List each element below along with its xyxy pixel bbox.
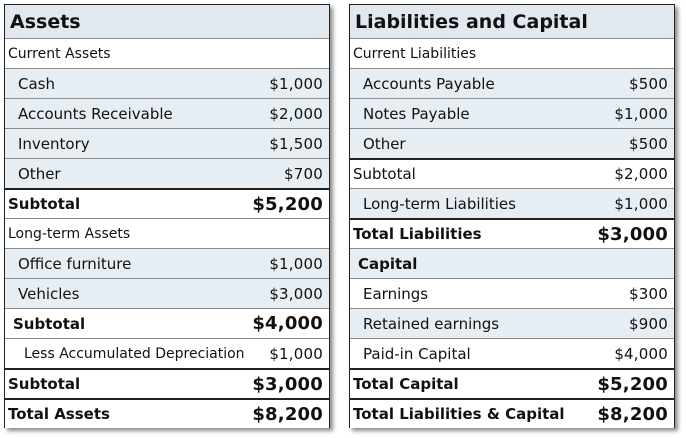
- table-row: Notes Payable $1,000: [350, 98, 674, 128]
- table-row: Other $500: [350, 128, 674, 158]
- current-assets-heading: Current Assets: [5, 38, 329, 68]
- total-liabilities-row: Total Liabilities $3,000: [350, 218, 674, 248]
- total-capital-row: Total Capital $5,200: [350, 368, 674, 398]
- current-assets-subtotal: Subtotal $5,200: [5, 188, 329, 218]
- longterm-assets-subtotal: Subtotal $4,000: [5, 308, 329, 338]
- current-liabilities-heading: Current Liabilities: [350, 38, 674, 68]
- depreciation-row: Less Accumulated Depreciation $1,000: [5, 338, 329, 368]
- total-assets-row: Total Assets $8,200: [5, 398, 329, 428]
- table-row: Other $700: [5, 158, 329, 188]
- current-liabilities-subtotal: Subtotal $2,000: [350, 158, 674, 188]
- assets-title: Assets: [5, 5, 329, 38]
- net-assets-subtotal: Subtotal $3,000: [5, 368, 329, 398]
- assets-panel: [4, 4, 330, 428]
- capital-heading: Capital: [350, 248, 674, 278]
- table-row: Accounts Payable $500: [350, 68, 674, 98]
- table-row: Paid-in Capital $4,000: [350, 338, 674, 368]
- table-row: Office furniture $1,000: [5, 248, 329, 278]
- table-row: Accounts Receivable $2,000: [5, 98, 329, 128]
- table-row: Cash $1,000: [5, 68, 329, 98]
- total-liabilities-capital-row: Total Liabilities & Capital $8,200: [350, 398, 674, 428]
- table-row: Retained earnings $900: [350, 308, 674, 338]
- liabilities-panel: [349, 4, 675, 428]
- liabilities-title: Liabilities and Capital: [350, 5, 674, 38]
- longterm-assets-heading: Long-term Assets: [5, 218, 329, 248]
- table-row: Inventory $1,500: [5, 128, 329, 158]
- table-row: Earnings $300: [350, 278, 674, 308]
- table-row: Vehicles $3,000: [5, 278, 329, 308]
- longterm-liabilities-row: Long-term Liabilities $1,000: [350, 188, 674, 218]
